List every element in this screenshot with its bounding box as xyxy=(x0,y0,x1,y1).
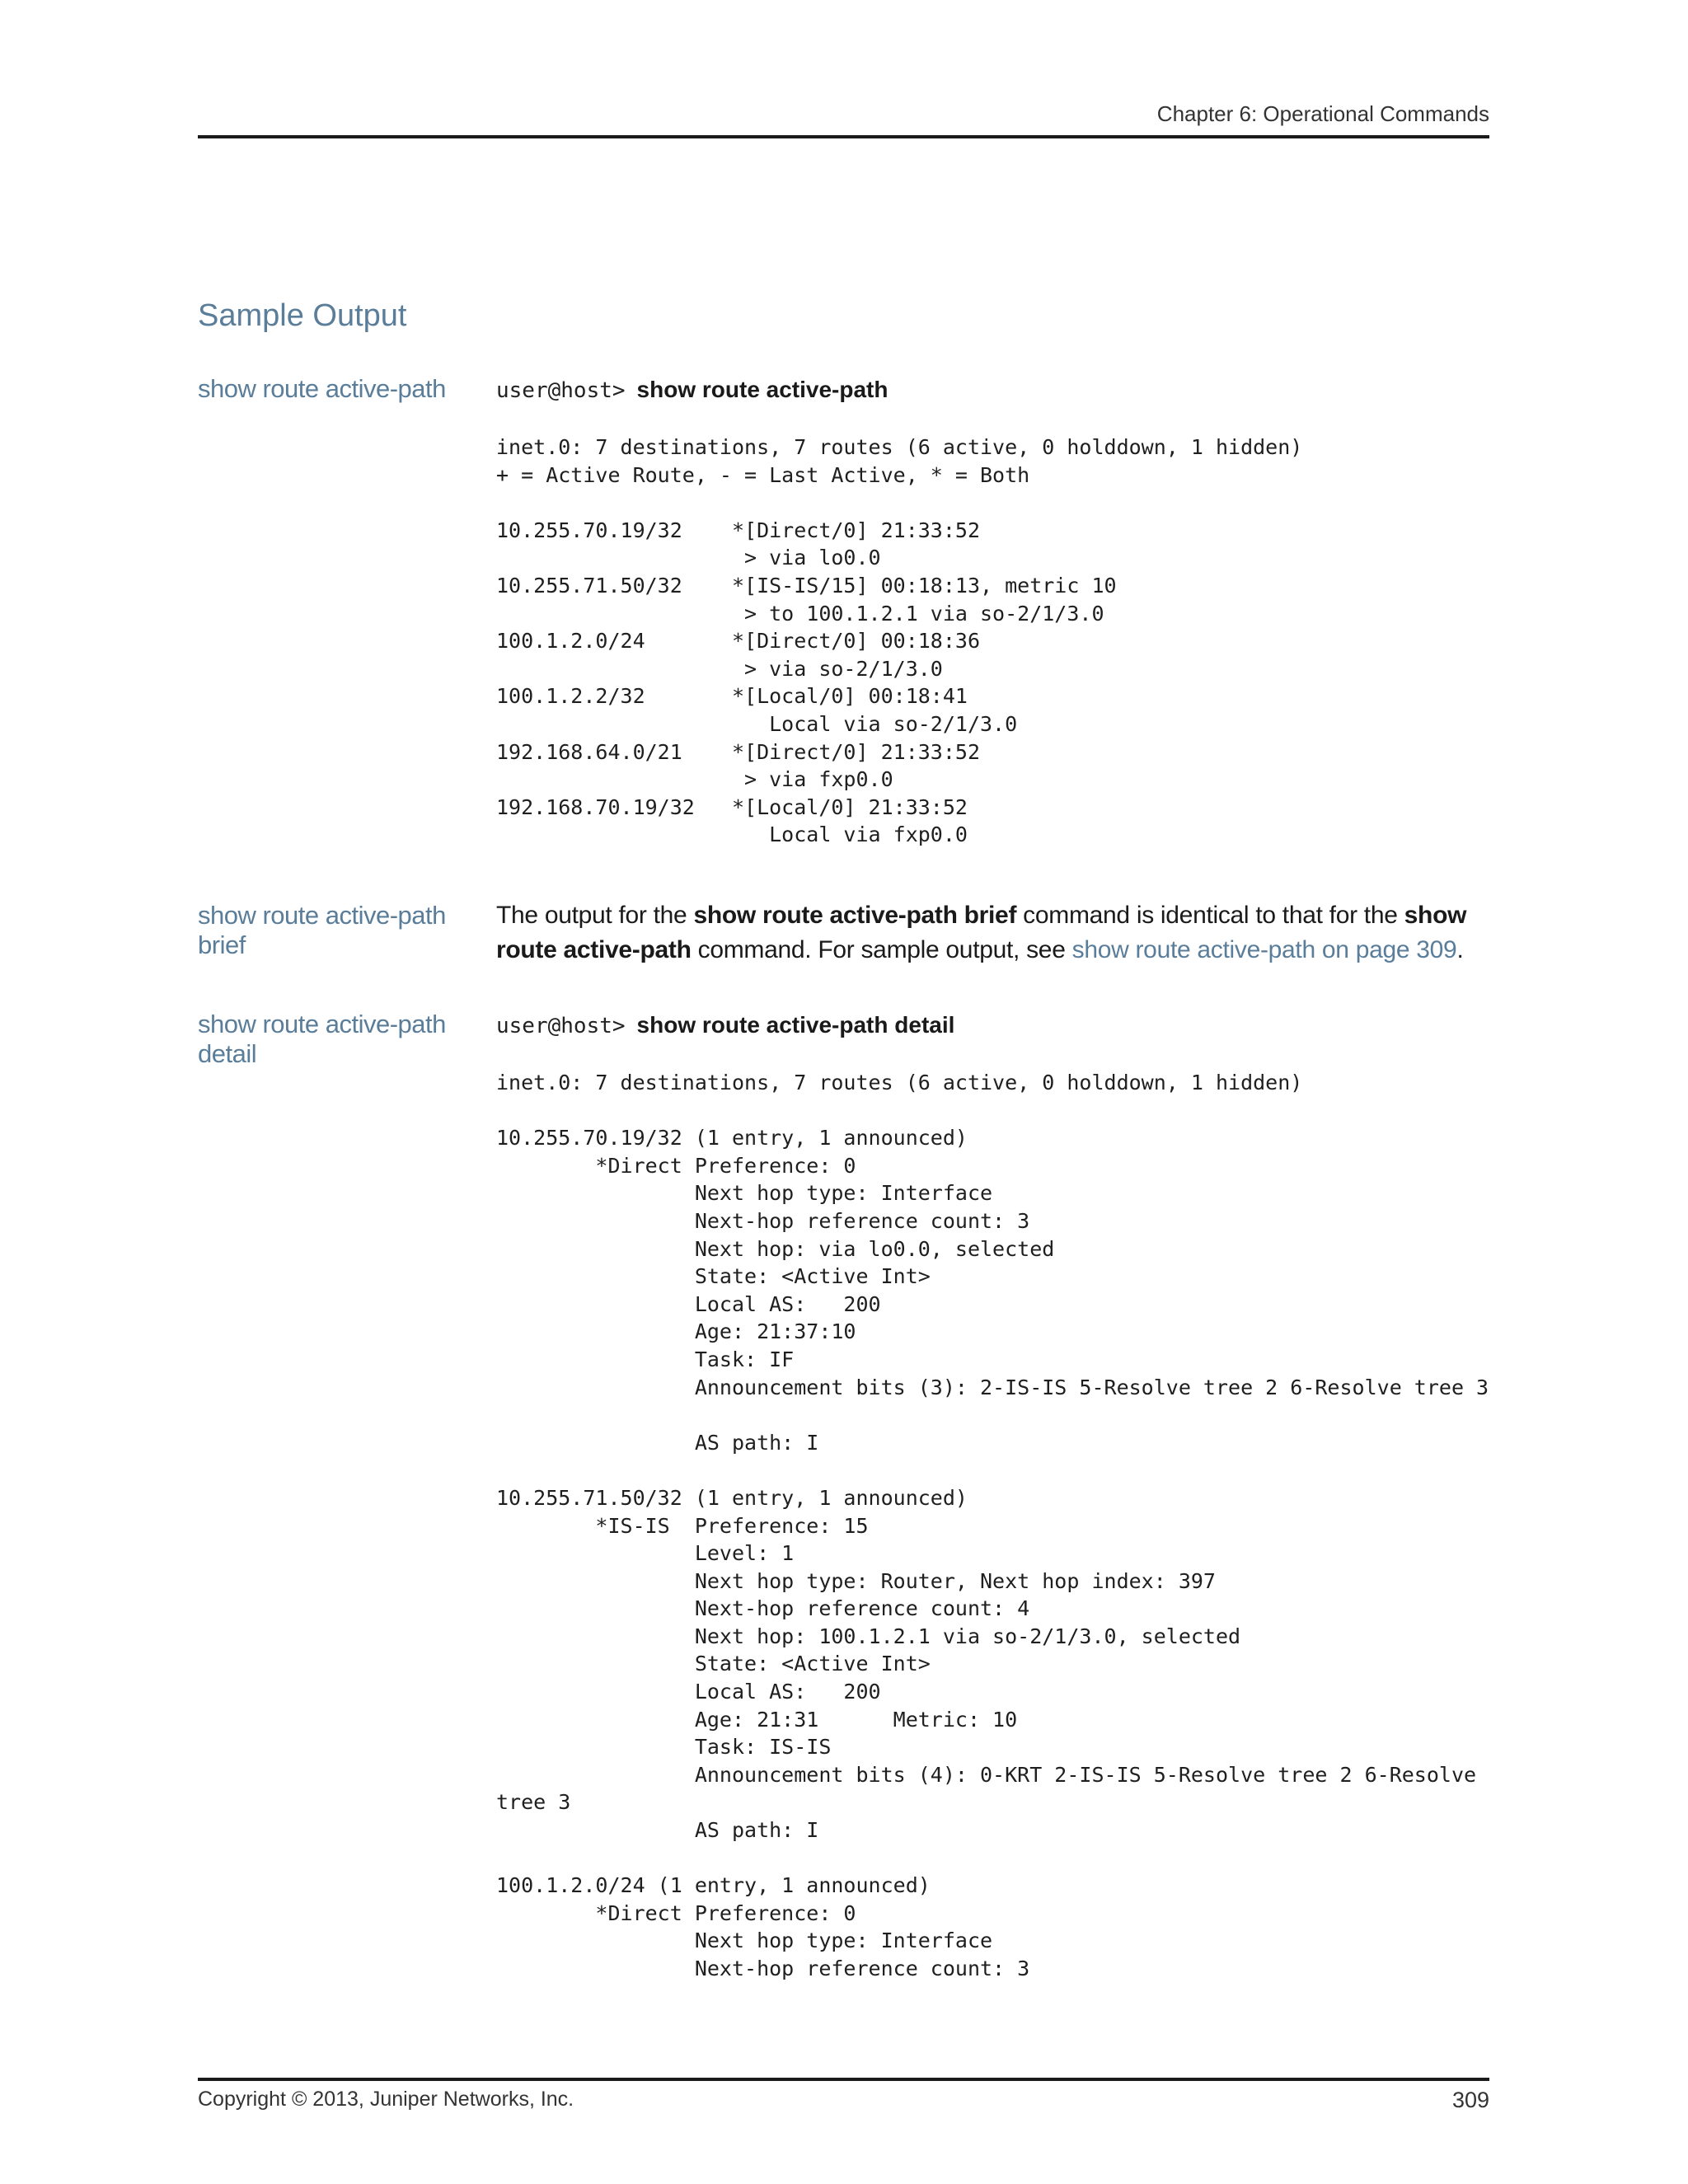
command-line-active-path xyxy=(496,377,888,403)
example-label-active-path-brief xyxy=(198,901,470,960)
chapter-title: Chapter 6: Operational Commands xyxy=(1156,101,1489,126)
copyright-notice: Copyright © 2013, Juniper Networks, Inc. xyxy=(198,2088,574,2111)
prose-text: command. For sample output, see xyxy=(691,936,1072,963)
cli-output-active-path-detail: inet.0: 7 destinations, 7 routes (6 active, 0 holddown, 1 hidden) 10.255.70.19/32 (1 entry, 1 announced) *Direct Preference: 0 Next hop type: Interface Next-hop reference count: 3 Next hop: via lo0.0, selected State: <Active Int> Local AS: 200 Age: 21:37:10 Task: IF Announcement bits (3): 2-IS-IS 5-Resolve tree 2 6-Resolve tree 3 AS path: I 10.255.71.50/32 (1 entry, 1 announced) *IS-IS Preference: 15 Level: 1 Next hop type: Router, Next hop index: 397 Next-hop reference count: 4 Next hop: 100.1.2.1 via so-2/1/3.0, selected State: <Active Int> Local AS: 200 Age: 21:31 Metric: 10 Task: IS-IS Announcement bits (4): 0-KRT 2-IS-IS 5-Resolve tree 2 6-Resolve tree 3 AS path: I 100.1.2.0/24 (1 entry, 1 announced) *Direct Preference: 0 Next hop type: Interface Next-hop reference count: 3 xyxy=(496,1071,1489,1980)
prose-text: command is identical to that for the xyxy=(1016,902,1404,929)
example-label-line: show route active-path xyxy=(198,1010,446,1038)
example-label-line: show route active-path xyxy=(198,901,446,930)
section-title: Sample Output xyxy=(198,298,407,333)
example-label-active-path xyxy=(198,374,470,404)
cli-prompt: user@host> xyxy=(496,378,626,403)
cli-output-active-path: inet.0: 7 destinations, 7 routes (6 active, 0 holddown, 1 hidden) + = Active Route, - = Last Active, * = Both 10.255.70.19/32 *[Direct/0] 21:33:52 > via lo0.0 10.255.71.50/32 *[IS-IS/15] 00:18:13, metric 10 > to 100.1.2.1 via so-2/1/3.0 100.1.2.0/24 *[Direct/0] 00:18:36 > via so-2/1/3.0 100.1.2.2/32 *[Local/0] 00:18:41 Local via so-2/1/3.0 192.168.64.0/21 *[Direct/0] 21:33:52 > via fxp0.0 192.168.70.19/32 *[Local/0] 21:33:52 Local via fxp0.0 xyxy=(496,435,1303,847)
prose-text: . xyxy=(1456,936,1464,963)
example-label-line: detail xyxy=(198,1039,257,1068)
prose-text: The output for the xyxy=(496,902,694,929)
example-label-active-path-detail xyxy=(198,1010,470,1069)
prose-bold-command: show route active-path brief xyxy=(693,902,1017,929)
brief-description xyxy=(496,898,1493,968)
page-number: 309 xyxy=(1451,2088,1489,2112)
command-line-active-path-detail xyxy=(496,1012,954,1038)
cli-command: show route active-path xyxy=(636,377,889,402)
cli-prompt: user@host> xyxy=(496,1014,626,1038)
cli-command: show route active-path detail xyxy=(636,1012,955,1038)
page-footer xyxy=(198,2078,1489,2112)
example-label-line: show route active-path xyxy=(198,374,446,403)
cross-reference-link[interactable]: show route active-path on page 309 xyxy=(1071,936,1457,963)
prose-bold-command: show route active-path xyxy=(496,902,1467,963)
example-label-line: brief xyxy=(198,930,246,959)
page-header xyxy=(198,99,1489,138)
